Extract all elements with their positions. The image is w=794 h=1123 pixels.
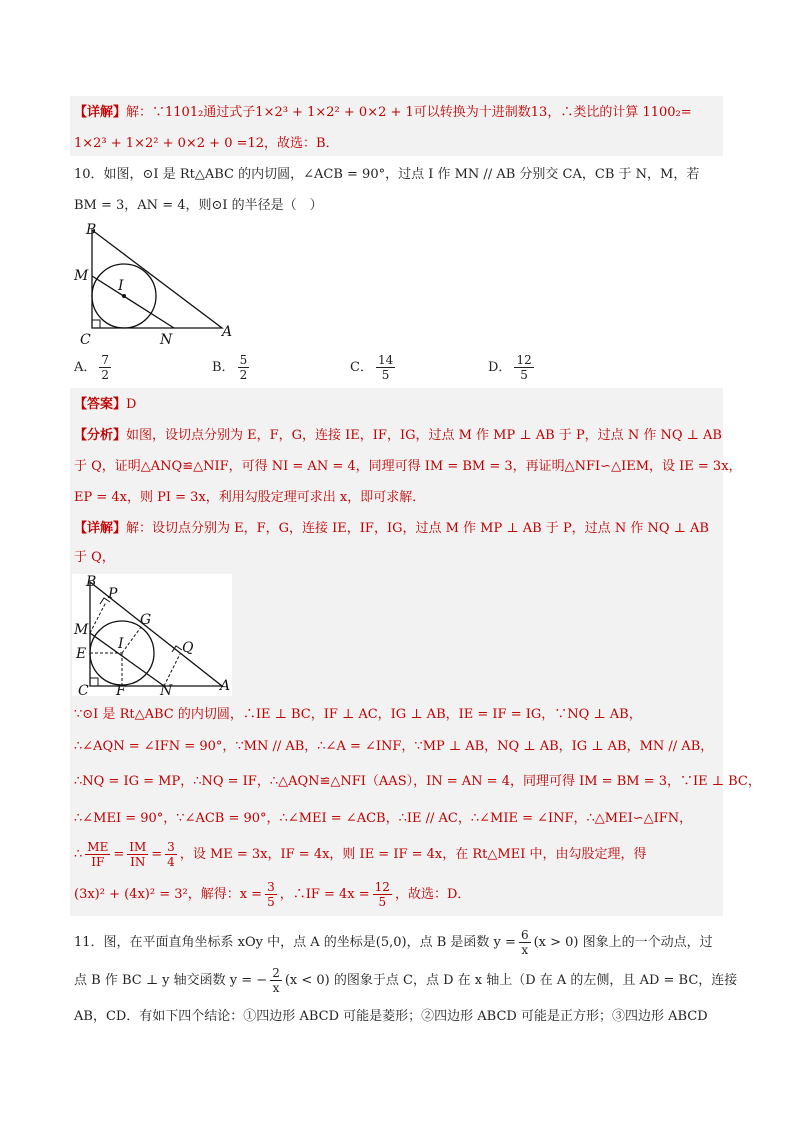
label-m: M <box>74 268 89 284</box>
detail-step-2: ∴∠AQN = ∠IFN = 90°，∵MN // AB，∴∠A = ∠INF，∵MP ⊥ AB，NQ ⊥ AB，IG ⊥ AB，MN // AB， <box>74 739 714 754</box>
label-n: N <box>160 332 173 348</box>
segment-ig <box>122 627 141 653</box>
label-i-2: I <box>118 636 124 652</box>
detail-prev-tag: 【详解】 <box>74 105 127 120</box>
label-a-2: A <box>220 678 231 694</box>
detail-prev-line1: 【详解】解：∵1101₂通过式子1×2³ + 1×2² + 0×2 + 1可以转换为十进制数13，∴类比的计算 1100₂= <box>74 105 692 120</box>
segment-nq <box>164 654 180 686</box>
segment-mn <box>92 276 174 328</box>
label-c: C <box>80 332 91 348</box>
detail-step-3: ∴NQ = IG = MP，∴NQ = IF，∴△AQN≌△NFI（AAS），IN = AN = 4，同理可得 IM = BM = 3，∵IE ⊥ BC， <box>74 774 761 789</box>
label-a: A <box>222 324 233 340</box>
analysis-line2: 于 Q，证明△ANQ≌△NIF，可得 NI = AN = 4，同理可得 IM = BM = 3，再证明△NFI∽△IEM，设 IE = 3x， <box>74 459 742 474</box>
option-d[interactable]: D． $\frac{12}{5}$ <box>488 353 532 382</box>
answer-value: D <box>126 397 137 412</box>
label-g: G <box>140 612 152 628</box>
q10-line2: BM = 3，AN = 4，则⊙I 的半径是（ ） <box>74 198 323 213</box>
label-b-2: B <box>86 574 97 590</box>
figure-2-incircle-construction <box>72 574 232 696</box>
q11-line1: 11．图，在平面直角坐标系 xOy 中，点 A 的坐标是(5,0)，点 B 是函数 y = $\frac{6}{x}$ (x > 0) 图象上的一个动点，过 <box>74 928 713 957</box>
label-n-2: N <box>160 683 173 696</box>
detail-prev-line2: 1×2³ + 1×2² + 0×2 + 0 =12，故选：B． <box>74 136 339 151</box>
q10-line1: 10．如图，⊙I 是 Rt△ABC 的内切圆，∠ACB = 90°，过点 I 作 MN // AB 分别交 CA，CB 于 N，M，若 <box>74 167 700 182</box>
figure-1-incircle-triangle <box>72 220 242 350</box>
center-i-point <box>122 294 126 298</box>
label-q: Q <box>182 640 194 656</box>
option-a[interactable]: A． $\frac{7}{2}$ <box>74 353 110 382</box>
q11-line3: AB，CD．有如下四个结论：①四边形 ABCD 可能是菱形；②四边形 ABCD 可能是正方形；③四边形 ABCD <box>74 1009 708 1024</box>
option-c[interactable]: C． $\frac{14}{5}$ <box>350 353 394 382</box>
label-p: P <box>108 586 118 602</box>
label-m-2: M <box>74 622 89 638</box>
right-angle-mark <box>92 320 100 328</box>
analysis-line1: 【分析】如图，设切点分别为 E，F，G，连接 IE，IF，IG，过点 M 作 MP ⊥ AB 于 P，过点 N 作 NQ ⊥ AB <box>74 428 722 443</box>
detail-step-6: (3x)² + (4x)² = 3²，解得：x = $\frac{3}{5}$ ，∴IF = 4x = $\frac{12}{5}$ ，故选：D． <box>74 880 471 909</box>
label-f: F <box>116 683 126 696</box>
right-angle-mark-c <box>90 678 98 686</box>
detail-line1: 【详解】解：设切点分别为 E，F，G，连接 IE，IF，IG，过点 M 作 MP ⊥ AB 于 P，过点 N 作 NQ ⊥ AB <box>74 521 709 536</box>
label-b: B <box>86 222 97 238</box>
label-i: I <box>118 278 124 294</box>
option-b[interactable]: B． $\frac{5}{2}$ <box>212 353 248 382</box>
q11-line2: 点 B 作 BC ⊥ y 轴交函数 y = − $\frac{2}{x}$ (x < 0) 的图象于点 C，点 D 在 x 轴上（D 在 A 的左侧，且 AD = BC，连接 <box>74 966 738 995</box>
label-c-2: C <box>78 683 89 696</box>
answer-line: 【答案】D <box>74 397 137 412</box>
detail-step-5: ∴ $\frac{ME}{IF}$ = $\frac{IM}{IN}$ = $\frac{3}{4}$ ，设 ME = 3x，IF = 4x，则 IE = IF = 4x，在 Rt△MEI 中，由勾股定理，得 <box>74 840 647 869</box>
detail-line2: 于 Q， <box>74 550 115 565</box>
label-e: E <box>76 646 87 662</box>
detail-step-4: ∴∠MEI = 90°，∵∠ACB = 90°，∴∠MEI = ∠ACB，∴IE // AC，∴∠MIE = ∠INF，∴△MEI∽△IFN， <box>74 811 693 826</box>
detail-step-1: ∵⊙I 是 Rt△ABC 的内切圆，∴IE ⊥ BC，IF ⊥ AC，IG ⊥ AB，IE = IF = IG，∵NQ ⊥ AB， <box>74 707 642 722</box>
analysis-line3: EP = 4x，则 PI = 3x，利用勾股定理可求出 x，即可求解． <box>74 490 426 505</box>
triangle-abc <box>92 230 222 328</box>
segment-mp <box>90 602 106 633</box>
